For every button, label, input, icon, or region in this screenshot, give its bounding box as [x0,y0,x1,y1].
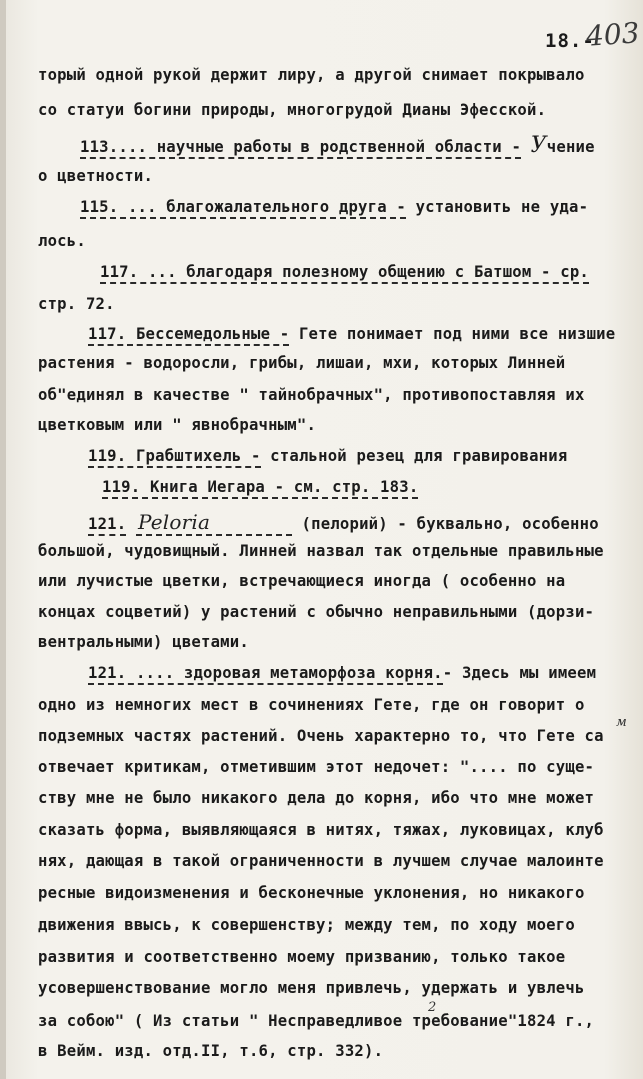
note-text: Гете понимает под ними все низшие [289,325,616,343]
handwritten-term: Peloria [136,510,292,536]
note-reference: 119. Книга Иегара - см. стр. 183. [102,478,418,499]
note-reference: 119. Грабштихель - [88,447,261,468]
text-line: движения ввысь, к совершенству; между тем, по ходу моего [38,916,575,934]
note-entry-117 [100,263,589,281]
text-line: в Вейм. изд. отд.II, т.6, стр. 332). [38,1042,384,1060]
text-line: усовершенствование могло меня привлечь, удержать и увлечь [38,979,585,997]
text-line: вентральными) цветами. [38,633,249,651]
text-line: о цветности. [38,167,154,185]
handwritten-insertion: м [616,715,627,730]
text-line: одно из немногих мест в сочинениях Гете, где он говорит о [38,696,585,714]
text-line: стр. 72. [38,295,115,313]
text-line: ству мне не было никакого дела до корня, ибо что мне может [38,789,595,807]
note-reference: 117. ... благодаря полезному общению с Батшом - ср. [100,263,589,284]
text-line: торый одной рукой держит лиру, а другой снимает покрывало [38,66,585,84]
text-line: со статуи богини природы, многогрудой Дианы Эфесской. [38,101,547,119]
note-entry-117b [88,325,615,343]
page-number: 18.- [545,30,595,52]
note-text: установить не уда- [406,198,589,216]
text-line: сказать форма, выявляющаяся в нитях, тяжах, луковицах, клуб [38,821,604,839]
text-line: цветковым или " явнобрачным". [38,416,317,434]
note-entry-121b [88,664,596,682]
note-text: чение [546,138,595,156]
handwritten-page-number: 403 [584,16,641,53]
note-entry-119 [88,447,567,465]
text-line: нях, дающая в такой ограниченности в лучшем случае малоинте [38,852,604,870]
handwritten-correction: У [530,133,547,158]
note-entry-121 [88,510,599,536]
note-reference: 121. [88,515,126,536]
text-line: отвечает критикам, отметившим этот недочет: ".... по суще- [38,758,595,776]
note-reference: 115. ... благожалательного друга - [80,198,406,219]
text-line: концах соцветий) у растений с обычно неправильными (дорзи- [38,603,595,621]
text-line: большой, чудовищный. Линней назвал так отдельные правильные [38,542,604,560]
handwritten-insertion: 2 [428,1000,437,1015]
note-entry-113 [80,133,595,158]
text-line: об"единял в качестве " тайнобрачных", противопоставляя их [38,386,585,404]
text-line: подземных частях растений. Очень характерно то, что Гете са [38,727,604,745]
note-text: - Здесь мы имеем [442,664,597,682]
text-line: за собою" ( Из статьи " Несправедливое требование"1824 г., [38,1012,595,1030]
note-text: (пелорий) - буквально, особенно [301,515,599,533]
note-reference: 113.... научные работы в родственной области - [80,138,521,159]
note-text: стальной резец для гравирования [260,447,568,465]
scan-edge [0,0,6,1079]
note-reference: 117. Бессемедольные - [88,325,289,346]
text-line: лось. [38,232,86,250]
note-entry-115 [80,198,588,216]
text-line: или лучистые цветки, встречающиеся иногда ( особенно на [38,572,566,590]
text-line: растения - водоросли, грибы, лишаи, мхи, которых Линней [38,354,566,372]
note-entry-119b [102,478,418,496]
text-line: развития и соответственно моему призванию, только такое [38,948,566,966]
note-reference: 121. .... здоровая метаморфоза корня. [88,664,443,685]
text-line: ресные видоизменения и бесконечные уклонения, но никакого [38,884,585,902]
